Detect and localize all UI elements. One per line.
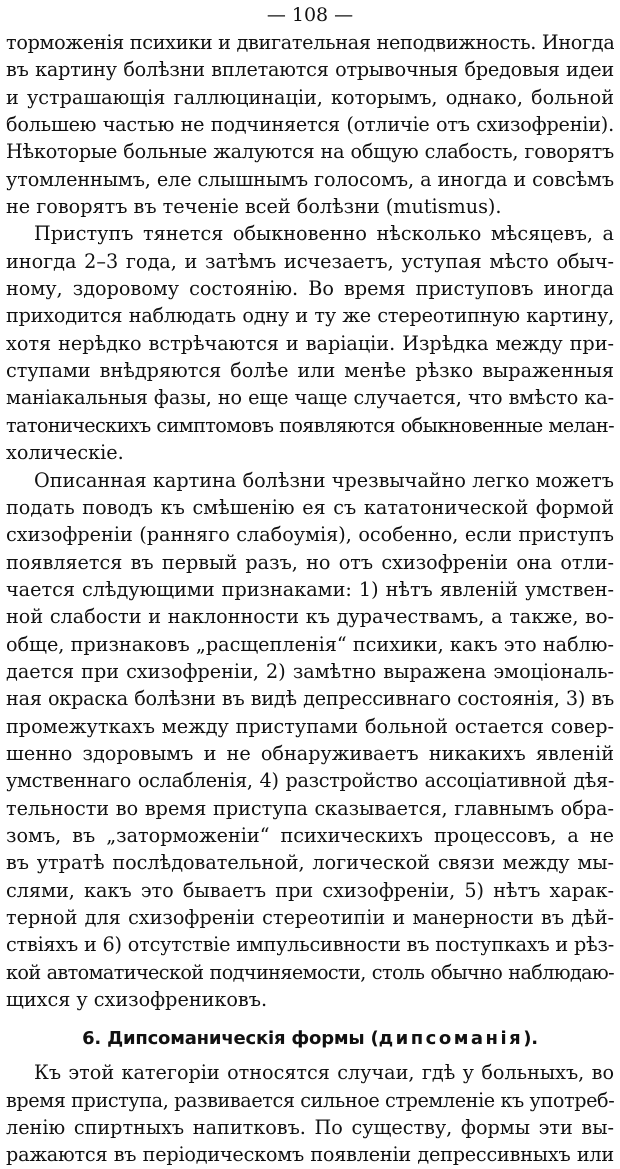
text-line: приходится наблюдать одну и ту же стереотипную картину,: [6, 304, 614, 328]
text-line: умственнаго ослабленія, 4) разстройство ассоціативной дѣя-: [6, 769, 614, 793]
heading-suffix: ).: [523, 1028, 538, 1050]
text-line: хотя нерѣдко встрѣчаются и варіаціи. Изрѣдка между при-: [6, 331, 614, 355]
section-heading: [6, 1025, 614, 1053]
text-line: Описанная картина болѣзни чрезвычайно легко можетъ: [34, 468, 614, 492]
text-line: иногда 2–3 года, и затѣмъ исчезаетъ, уступая мѣсто обыч-: [6, 249, 614, 273]
text-line: Нѣкоторые больные жалуются на общую слабость, говорятъ: [6, 140, 614, 164]
text-line: ному, здоровому состоянію. Во время приступовъ иногда: [6, 277, 614, 301]
heading-prefix: 6. Дипсоманическія формы (: [82, 1028, 379, 1050]
text-line: чается слѣдующими признаками: 1) нѣтъ явленій умствен-: [6, 577, 614, 601]
text-line: Къ этой категоріи относятся случаи, гдѣ у больныхъ, во: [34, 1061, 614, 1085]
text-line: маніакальныя фазы, но еще чаще случается, что вмѣсто ка-: [6, 386, 614, 410]
text-line: ной слабости и наклонности къ дурачествамъ, а также, во-: [6, 605, 614, 629]
text-line: холическіе.: [6, 441, 124, 465]
text-line: торможенія психики и двигательная неподвижность. Иногда: [6, 31, 614, 54]
text-line: ствіяхъ и 6) отсутствіе импульсивности въ поступкахъ и рѣз-: [6, 933, 614, 957]
text-line: промежуткахъ между приступами больной остается совер-: [6, 714, 614, 738]
text-line: время приступа, развивается сильное стремленіе къ употреб-: [6, 1088, 614, 1112]
page-number: — 108 —: [266, 4, 354, 26]
text-line: ная окраска болѣзни въ видѣ депрессивнаго состоянія, 3) въ: [6, 687, 614, 711]
text-line: схизофреніи (ранняго слабоумія), особенно, если приступъ: [6, 523, 614, 547]
text-line: обще, признаковъ „расщепленія“ психики, какъ это наблю-: [6, 632, 614, 656]
text-line: не говорятъ въ теченіе всей болѣзни (mutismus).: [6, 195, 502, 219]
text-line: въ картину болѣзни вплетаются отрывочныя бредовыя идеи: [6, 58, 614, 82]
heading-spaced-term: дипсоманія: [378, 1028, 524, 1050]
text-line: дается при схизофреніи, 2) замѣтно выражена эмоціональ-: [6, 659, 614, 683]
paragraph-4: [6, 1059, 614, 1168]
text-line: слями, какъ это бываетъ при схизофреніи, 5) нѣтъ харак-: [6, 878, 614, 902]
text-line: татоническихъ симптомовъ появляются обыкновенные мелан-: [6, 413, 614, 437]
text-line: тельности во время приступа сказывается, главнымъ обра-: [6, 796, 614, 820]
text-line: терной для схизофреніи стереотипіи и манерности въ дѣй-: [6, 906, 614, 929]
text-line: зомъ, въ „заторможеніи“ психическихъ процессовъ, а не: [6, 823, 614, 847]
text-line: ражаются въ періодическомъ появленіи депрессивныхъ или: [6, 1143, 614, 1167]
text-line: щихся у схизофрениковъ.: [6, 988, 268, 1012]
text-line: и устрашающія галлюцинаціи, которымъ, однако, больной: [6, 85, 614, 109]
text-line: подать поводъ къ смѣшенію ея съ кататонической формой: [6, 495, 614, 519]
text-line: ступами внѣдряются болѣе или менѣе рѣзко выраженныя: [6, 359, 614, 383]
text-line: появляется въ первый разъ, но отъ схизофреніи она отли-: [6, 550, 614, 574]
text-line: въ утратѣ послѣдовательной, логической связи между мы-: [6, 851, 614, 875]
text-line: большею частью не подчиняется (отличіе отъ схизофреніи).: [6, 113, 614, 137]
paragraph-1: [6, 29, 614, 220]
paragraph-2: [6, 220, 614, 466]
text-line: Приступъ тянется обыкновенно нѣсколько мѣсяцевъ, а: [34, 222, 614, 246]
text-line: кой автоматической подчиняемости, столь обычно наблюдаю-: [6, 960, 614, 984]
text-line: шенно здоровымъ и не обнаруживаетъ никакихъ явленій: [6, 741, 614, 765]
text-line: ленію спиртныхъ напитковъ. По существу, формы эти вы-: [6, 1116, 614, 1140]
paragraph-3: [6, 467, 614, 1014]
text-line: утомленнымъ, еле слышнымъ голосомъ, а иногда и совсѣмъ: [6, 167, 614, 191]
